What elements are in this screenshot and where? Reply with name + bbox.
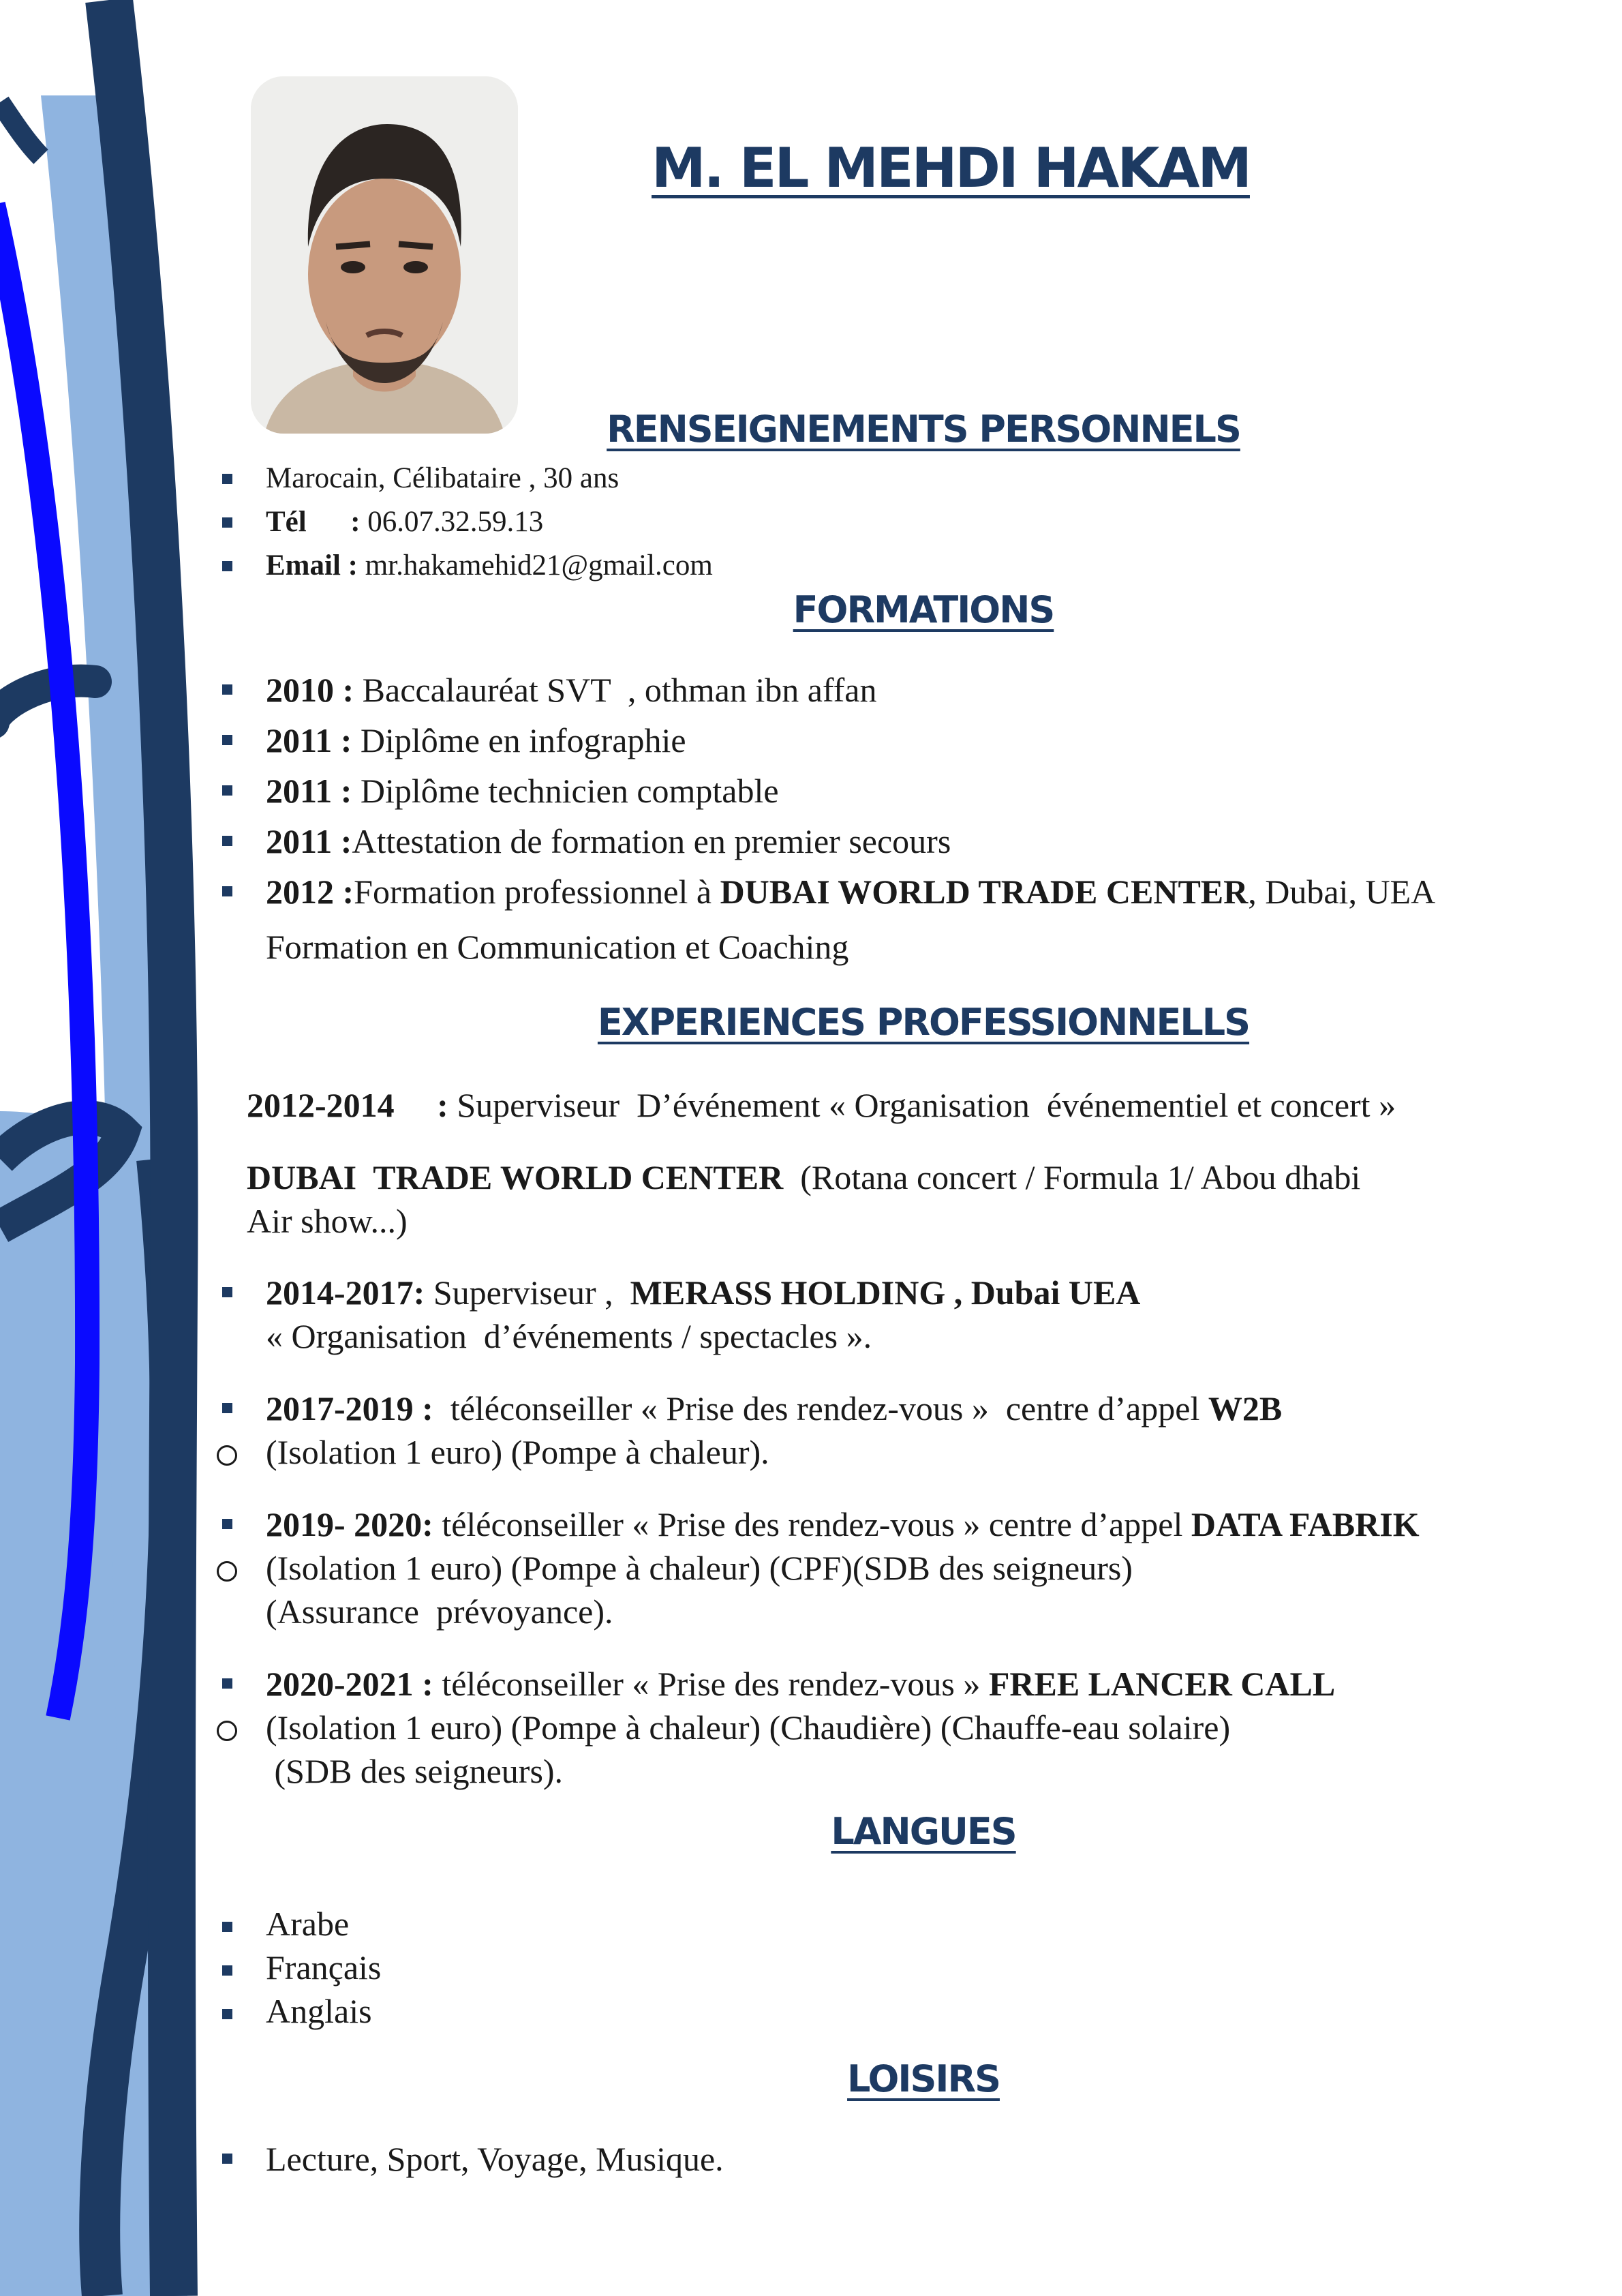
personal-info-list: [211, 457, 1595, 588]
formations-list: [211, 665, 1595, 917]
formation-year: 2010 :: [266, 671, 354, 709]
bullet-square: [222, 1403, 232, 1413]
experience-company: DATA FABRIK: [1191, 1505, 1420, 1543]
bullet-circle: [217, 1445, 237, 1466]
experience-products: (Assurance prévoyance).: [266, 1592, 613, 1631]
formation-detail: Formation en Communication et Coaching: [266, 928, 849, 966]
experience-role: Superviseur ,: [425, 1273, 630, 1312]
formation-text: Diplôme en infographie: [352, 721, 686, 759]
formation-year: 2011 :: [266, 772, 352, 810]
experience-3: [211, 1387, 1602, 1430]
bullet-square: [222, 1519, 232, 1529]
hobbies-list: [211, 2134, 1595, 2184]
list-item: [211, 866, 1595, 917]
section-title-languages: LANGUES: [831, 1810, 1016, 1853]
experience-5-detail: [211, 1706, 1602, 1749]
experience-4-detail-cont: [211, 1590, 1602, 1633]
list-item: [211, 457, 1595, 500]
experience-products: (Isolation 1 euro) (Pompe à chaleur) (Chaudière) (Chauffe-eau solaire): [266, 1708, 1231, 1747]
languages-list: [211, 1902, 1595, 2033]
experience-details-cont: Air show...): [247, 1202, 408, 1240]
portrait-illustration: [251, 76, 518, 434]
experience-period: 2019- 2020:: [266, 1505, 433, 1543]
experience-description: « Organisation d’événements / spectacles ».: [266, 1317, 872, 1355]
experience-company: DUBAI TRADE WORLD CENTER: [247, 1158, 784, 1196]
email-label: Email :: [266, 549, 358, 581]
formation-location: , Dubai, UEA: [1248, 873, 1436, 911]
section-title-experiences: EXPERIENCES PROFESSIONNELLS: [597, 1001, 1250, 1044]
experience-products: (Isolation 1 euro) (Pompe à chaleur).: [266, 1433, 769, 1471]
experience-products: (SDB des seigneurs).: [266, 1752, 564, 1790]
experience-3-detail: [211, 1430, 1602, 1474]
phone-label: Tél :: [266, 506, 361, 538]
section-title-personal: RENSEIGNEMENTS PERSONNELS: [607, 408, 1240, 451]
experience-details: (Rotana concert / Formula 1/ Abou dhabi: [783, 1158, 1361, 1196]
nationality-status: Marocain, Célibataire , 30 ans: [266, 462, 619, 494]
email-value: mr.hakamehid21@gmail.com: [357, 549, 713, 581]
experience-4-detail: [211, 1546, 1602, 1590]
section-title-hobbies: LOISIRS: [847, 2057, 1000, 2100]
navy-loop: [0, 681, 95, 723]
formation-text: Diplôme technicien comptable: [352, 772, 779, 810]
experience-period: 2020-2021 :: [266, 1665, 433, 1703]
formation-year: 2011 :: [266, 822, 352, 860]
list-item: [211, 1946, 1595, 1989]
section-title-formations: FORMATIONS: [793, 588, 1054, 631]
list-item: [211, 2134, 1595, 2184]
formation-year: 2011 :: [266, 721, 352, 759]
bullet-square: [222, 1678, 232, 1689]
bullet-circle: [217, 1721, 237, 1741]
formation-institution: DUBAI WORLD TRADE CENTER: [720, 873, 1249, 911]
experience-2-detail: [211, 1314, 1602, 1358]
experience-company: W2B: [1208, 1389, 1283, 1428]
hobbies: Lecture, Sport, Voyage, Musique.: [266, 2140, 724, 2178]
list-item: [211, 544, 1595, 588]
experience-1-company: [247, 1155, 1360, 1200]
formation-text: Attestation de formation en premier secours: [352, 822, 951, 860]
language: Français: [266, 1948, 382, 1987]
candidate-name: M. EL MEHDI HAKAM: [652, 136, 1250, 200]
list-item: [211, 816, 1595, 866]
list-item: [211, 500, 1595, 544]
bullet-square: [222, 1287, 232, 1297]
formation-text: Formation professionnel à: [354, 873, 720, 911]
list-item: [211, 766, 1595, 816]
experience-products: (Isolation 1 euro) (Pompe à chaleur) (CPF)(SDB des seigneurs): [266, 1549, 1133, 1587]
list-item: [211, 1902, 1595, 1946]
experience-company: FREE LANCER CALL: [988, 1665, 1336, 1703]
phone-value: 06.07.32.59.13: [360, 506, 544, 538]
experience-role: téléconseiller « Prise des rendez-vous » centre d’appel: [433, 1505, 1191, 1543]
formation-text: Baccalauréat SVT , othman ibn affan: [354, 671, 877, 709]
experience-role: téléconseiller « Prise des rendez-vous » centre d’appel: [433, 1389, 1208, 1428]
bullet-circle: [217, 1561, 237, 1582]
list-item: [211, 665, 1595, 715]
profile-photo: [251, 76, 518, 434]
experience-role: téléconseiller « Prise des rendez-vous »: [433, 1665, 989, 1703]
language: Anglais: [266, 1992, 372, 2030]
experience-1-header: [247, 1083, 1396, 1128]
list-item: [211, 1989, 1595, 2033]
language: Arabe: [266, 1905, 350, 1943]
navy-left-edge: [0, 102, 41, 157]
experience-role: Superviseur D’événement « Organisation événementiel et concert »: [448, 1086, 1396, 1124]
experience-5-detail-cont: [211, 1749, 1602, 1793]
experience-period: 2012-2014 :: [247, 1086, 448, 1124]
experience-2: [211, 1271, 1602, 1314]
experience-4: [211, 1502, 1602, 1546]
experience-period: 2017-2019 :: [266, 1389, 433, 1428]
list-item: [211, 715, 1595, 766]
experience-company: MERASS HOLDING , Dubai UEA: [630, 1273, 1141, 1312]
experience-period: 2014-2017:: [266, 1273, 425, 1312]
experience-5: [211, 1662, 1602, 1706]
formation-year: 2012 :: [266, 873, 354, 911]
